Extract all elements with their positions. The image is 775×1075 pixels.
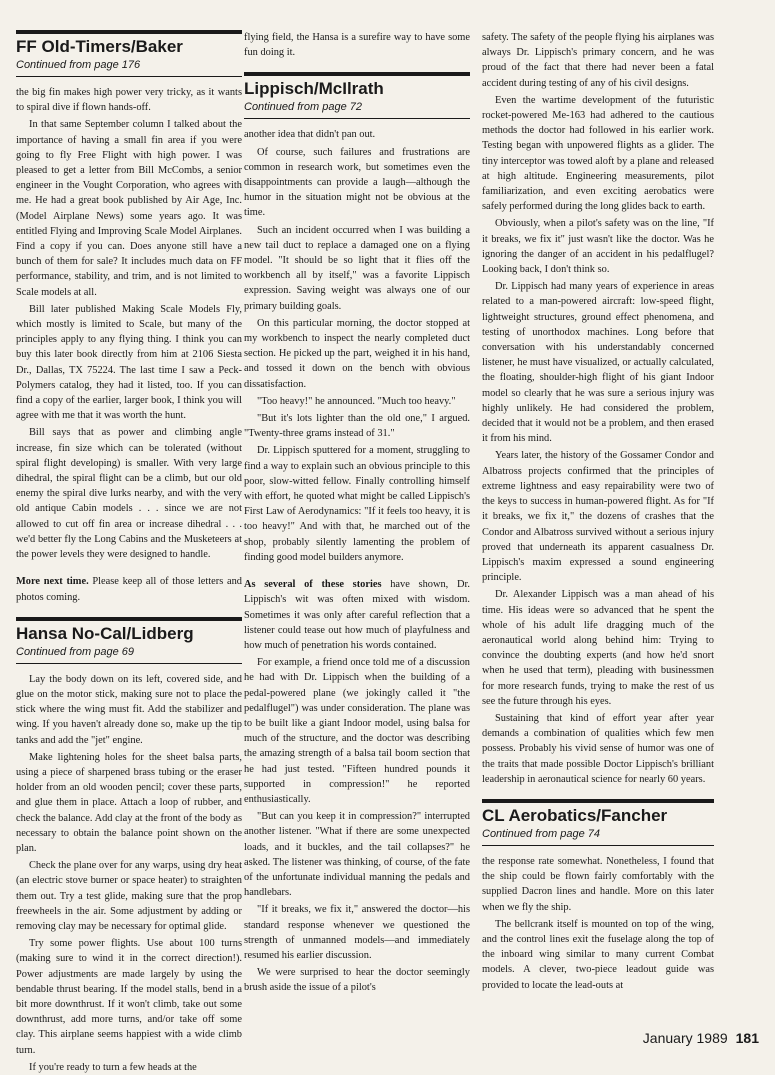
lippisch-continued-from: Continued from page 72 (244, 100, 470, 119)
lippisch-paragraph: "Too heavy!" he announced. "Much too heavy." (257, 395, 456, 407)
ff-closing-paragraph (16, 574, 242, 604)
lippisch-paragraph: Dr. Alexander Lippisch was a man ahead of his time. His ideas were so advanced that he spent the whole of his adult life dragging much of the aeronautical world along behind him: Trying to convince the doubting experts (and how he'd snort when he used that term), pleading with businessmen for more research funds, trying to make the rest of us see the future through his eyes. (482, 589, 714, 707)
lippisch-paragraph: Dr. Lippisch had many years of experience in areas related to a man-powered aircraft: low-speed flight, lightweight structures, ground effect phenomena, and testing of unorthodox machines. Long before that conversation with his understandably concerned listener, he must have visualized, or actually calculated, the floating, shoulder-high flight of his giant Indoor model so clearly that he was sure a serious injury was highly unlikely. He had considered the problem, decided that it would not be a problem, and then erased it from his mind. (482, 281, 714, 445)
page-number: 181 (735, 1030, 759, 1046)
hansa-section-header (16, 617, 242, 664)
header-rule (16, 617, 242, 621)
hansa-paragraph: Lay the body down on its left, covered side, and glue on the motor stick, making sure not to place the stick where the wing must fit. Add the stabilizer and wing. If you haven't already done so, make up the tip tanks and add the "jet" engine. (16, 673, 242, 746)
lippisch-paragraph: We were surprised to hear the doctor seemingly brush aside the issue of a pilot's (244, 967, 470, 994)
lippisch-subsection-lead: As several of these stories (244, 579, 382, 591)
hansa-paragraph-continued: flying field, the Hansa is a surefire way to have some fun doing it. (244, 32, 470, 59)
hansa-paragraph: If you're ready to turn a few heads at the (29, 1061, 197, 1073)
cl-paragraph: the response rate somewhat. Nonetheless, I found that the ship could be flown fairly comfortably with the supplied Dacron lines and handle. More on this later when we fly the ship. (482, 855, 714, 913)
lippisch-paragraph: another idea that didn't pan out. (244, 129, 376, 141)
cl-continued-from: Continued from page 74 (482, 827, 714, 846)
ff-closing-rest: Please keep all of those letters and photos coming. (16, 576, 242, 603)
lippisch-paragraph: Even the wartime development of the futuristic rocket-powered Me-163 had adhered to the cautious methods the doctor had followed in his earlier work. Testing began with unpowered flights as a glider. The tiny interceptor was towed aloft by a plane and released at high altitude. Engineering measurements, pilot familiarization, and even exciting aerobatics were safely performed during the long glides back to earth. (482, 94, 714, 213)
lippisch-paragraph: On this particular morning, the doctor stopped at my workbench to inspect the nearly completed duct section. He picked up the part, weighed it in his hand, and tossed it down on the bench with obvious dissatisfaction. (244, 317, 470, 390)
page-footer (643, 1030, 759, 1046)
cl-paragraph: The bellcrank itself is mounted on top of the wing, and the control lines exit the fuselage along the top of the inboard wing similar to many current Combat models. A clever, two-piece leadout guide was provided to locate the lead-outs at (482, 918, 714, 991)
issue-date: January 1989 (642, 1030, 728, 1046)
ff-paragraph: Bill later published Making Scale Models Fly, which mostly is limited to Scale, but many of the principles apply to any flying thing. I think you can buy this later book directly from him at 2106 Siesta Dr., Dallas, TX 75224. The last time I saw a Peck-Polymers catalog, they had it listed, too. If you can find a copy of the earlier, larger book, I think you will agree with me that it was worth the hunt. (16, 303, 242, 422)
column-1 (16, 30, 242, 1073)
ff-closing-lead: More next time. (16, 576, 89, 588)
lippisch-paragraph: Of course, such failures and frustrations are common in research work, but sometimes even the disappointments can provide a laugh—although the humor in the situation might not be obvious at the time. (244, 146, 470, 219)
ff-section-header (16, 30, 242, 77)
header-rule (482, 799, 714, 803)
cl-section-title: CL Aerobatics/Fancher (482, 805, 668, 825)
lippisch-paragraph: safety. The safety of the people flying his airplanes was always Dr. Lippisch's primary concern, and he was proud of the fact that there had never been a fatal accident during testing of any of his civil designs. (482, 32, 714, 89)
lippisch-paragraph: Sustaining that kind of effort year after year demands a combination of qualities which few men possess. Probably his vivid sense of humor was one of the traits that made possible Doctor Lippisch's brilliant leadership in aeronautical science for nearly 60 years. (482, 712, 714, 785)
lippisch-paragraph: Dr. Lippisch sputtered for a moment, struggling to find a way to explain such an obvious principle to this poor, slow-witted fellow. Finally controlling himself with effort, he quoted what might be called Lippisch's First Law of Aerodynamics: "If it feels too heavy, it is too heavy!" And with that, he marched out of the shop, probably silently lamenting the problem of finding good model builders anymore. (244, 445, 470, 563)
hansa-paragraph: Make lightening holes for the sheet balsa parts, using a piece of sharpened brass tubing or the eraser holder from an old wooden pencil; cover these parts, and glue them in place. Attach a loop of rubber, and check the balance. Add clay at the front of the body as necessary to obtain the balance point shown on the plan. (16, 751, 242, 854)
ff-section-title: FF Old-Timers/Baker (16, 37, 183, 56)
lippisch-paragraph: Years later, the history of the Gossamer Condor and Albatross projects confirmed that the principles of extreme lightness and easy repairability were two of the keys to success in human-powered flight. As for "If it breaks, we fix it," the dozens of crashes that the Condor and Albatross survived without a serious injury proved that underneath its apparent casualness Dr. Lippisch's maxim expressed a sound engineering principle. (482, 450, 714, 584)
lippisch-subsection-paragraph (244, 577, 470, 653)
lippisch-paragraph: Such an incident occurred when I was building a new tail duct to replace a damaged one on a flying model. "It should be so light that it flies off the workbench all by itself," was a favorite Lippisch expression. Saving weight was always one of our primary building goals. (244, 224, 470, 312)
ff-paragraph: In that same September column I talked about the importance of having a small fin area if you were going to fly Free Flight with high power. I was pleased to get a letter from Bill McCombs, a senior engineer in the Vought Corporation, who agrees with me. He had a great book published by Air Age, Inc. (Model Airplane News) some years ago. It was entitled Flying and Improving Scale Model Airplanes. Find a copy if you can. Does anyone still have a bunch of them for sale? It includes much data on FF performance, stability, and trim, and is not limited to Scale models at all. (16, 119, 242, 298)
lippisch-section-header (244, 72, 470, 119)
hansa-section-title: Hansa No-Cal/Lidberg (16, 623, 194, 643)
hansa-paragraph: Try some power flights. Use about 100 turns (making sure to wind it in the correct direction!). Power adjustments are made largely by using the bendable thrust bearing. If the model stalls, bend in a bit more downthrust. If it won't climb, take out some downthrust, add more turns, and/or take off some clay. This airplane seems happiest with a wide climb turn. (16, 938, 242, 1056)
ff-paragraph: Bill says that as power and climbing angle increase, fin size which can be tolerated (without spiral flight developing) is smaller. With very large dihedral, the spiral flight can be a climb, but our old enemy the spiral dive lurks nearby, and with the very old antique Cabin models . . . since we are not allowed to cut off fin area or increase dihedral . . . we'd better fly the Long Cabins and the Musketeers at the power levels they were designed to handle. (16, 427, 242, 561)
cl-section-header (482, 799, 714, 846)
lippisch-subsection-rest: have shown, Dr. Lippisch's wit was often mixed with wisdom. Sometimes it was only after careful reflection that a listener could tease out how much of playfulness and how much of penetration his words contained. (244, 579, 470, 651)
lippisch-paragraph: "If it breaks, we fix it," answered the doctor—his standard response whenever we questioned the strength of unmanned models—and immediately resumed his earlier discussion. (244, 904, 470, 961)
lippisch-paragraph: Obviously, when a pilot's safety was on the line, "If it breaks, we fix it" just wasn't like the doctor. Was he ignoring the danger of an accident in his pedalflugel? Looking back, I don't think so. (482, 218, 714, 276)
ff-continued-from: Continued from page 176 (16, 58, 242, 77)
column-3 (482, 30, 714, 1015)
column-2 (244, 30, 470, 1015)
lippisch-section-title: Lippisch/McIlrath (244, 79, 384, 99)
lippisch-paragraph: "But it's lots lighter than the old one," I argued. "Twenty-three grams instead of 31." (244, 413, 470, 440)
ff-paragraph: the big fin makes high power very tricky, as it wants to spiral dive if flown hands-off. (16, 87, 242, 114)
lippisch-paragraph: For example, a friend once told me of a discussion he had with Dr. Lippisch when the building of a pedal-powered plane (we jokingly called it "the pedalflugel") was under consideration. The plane was to be built like a giant Indoor model, using balsa for much of the structure, and the doctor was describing the amazing strength of a balsa tail boom section that he had just tested. "Fifteen hundred pounds it supported in compression!" he reported enthusiastically. (244, 657, 470, 805)
hansa-continued-from: Continued from page 69 (16, 645, 242, 664)
header-rule (16, 30, 242, 34)
header-rule (244, 72, 470, 76)
hansa-paragraph: Check the plane over for any warps, using dry heat (an electric stove burner or space heater) to straighten them out. Try a test glide, making sure that the prop freewheels in the air. Some adjustment by adding or removing clay may be necessary for optimal glide. (16, 860, 242, 932)
lippisch-paragraph: "But can you keep it in compression?" interrupted another listener. "What if there are some unexpected loads, and it buckles, and the tail collapses?" he asked. The listener was thinking, of course, of the fate of the unfortunate individual manning the pedals and handlebars. (244, 811, 470, 899)
